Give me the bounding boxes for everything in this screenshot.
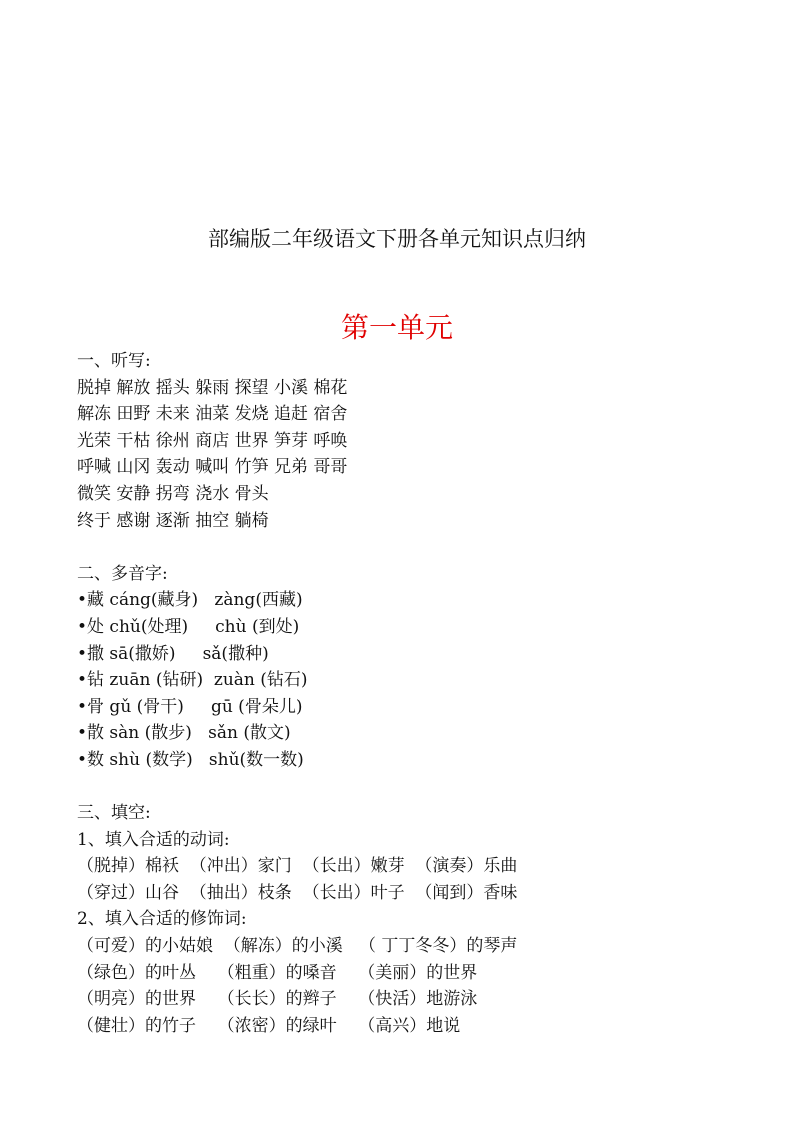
document-title: 部编版二年级语文下册各单元知识点归纳 [208, 227, 586, 251]
modifier-fill-line: （绿色）的叶丛 （粗重）的嗓音 （美丽）的世界 [77, 962, 478, 983]
modifier-fill-line: （明亮）的世界 （长长）的辫子 （快活）地游泳 [77, 989, 478, 1010]
dictation-line: 微笑 安静 拐弯 浇水 骨头 [77, 483, 269, 504]
dictation-line: 呼喊 山冈 轰动 喊叫 竹笋 兄弟 哥哥 [77, 457, 348, 478]
polyphone-line: •散 sàn (散步) sǎn (散文) [77, 723, 291, 744]
verb-fill-line: （穿过）山谷 （抽出）枝条 （长出）叶子 （闻到）香味 [77, 882, 518, 903]
dictation-line: 终于 感谢 逐渐 抽空 躺椅 [77, 510, 269, 531]
subsection-heading-verbs: 1、填入合适的动词: [77, 829, 230, 850]
dictation-line: 脱掉 解放 摇头 躲雨 探望 小溪 棉花 [77, 377, 348, 398]
polyphone-line: •处 chǔ(处理) chù (到处) [77, 616, 300, 637]
section-heading-fill-in: 三、填空: [77, 803, 151, 824]
document-body [77, 348, 777, 1039]
polyphone-line: •钻 zuān (钻研) zuàn (钻石) [77, 670, 308, 691]
subsection-heading-modifiers: 2、填入合适的修饰词: [77, 909, 247, 930]
section-heading-polyphones: 二、多音字: [77, 563, 168, 584]
dictation-line: 光荣 干枯 徐州 商店 世界 笋芽 呼唤 [77, 430, 348, 451]
modifier-fill-line: （健壮）的竹子 （浓密）的绿叶 （高兴）地说 [77, 1015, 461, 1036]
polyphone-line: •数 shù (数学) shǔ(数一数) [77, 749, 304, 770]
polyphone-line: •藏 cáng(藏身) zàng(西藏) [77, 590, 303, 611]
polyphone-line: •骨 gǔ (骨干) gū (骨朵儿) [77, 696, 303, 717]
spacer [77, 534, 777, 561]
spacer [77, 774, 777, 801]
section-heading-dictation: 一、听写: [77, 351, 151, 371]
verb-fill-line: （脱掉）棉袄 （冲出）家门 （长出）嫩芽 （演奏）乐曲 [77, 856, 518, 877]
polyphone-line: •撒 sā(撒娇) sǎ(撒种) [77, 643, 269, 664]
dictation-line: 解冻 田野 未来 油菜 发烧 追赶 宿舍 [77, 404, 348, 425]
modifier-fill-line: （可爱）的小姑娘 （解冻）的小溪 （ 丁丁冬冬）的琴声 [77, 936, 518, 957]
unit-title: 第一单元 [340, 311, 453, 344]
